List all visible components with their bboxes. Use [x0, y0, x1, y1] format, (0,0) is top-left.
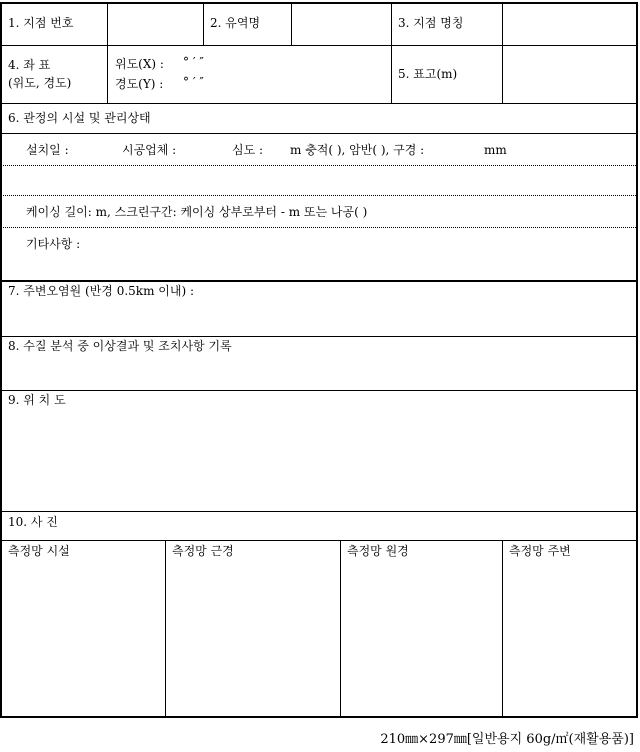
photos-title: 10. 사 진: [8, 515, 58, 529]
section9-bottom-border: [0, 511, 638, 512]
table-right-border: [636, 2, 638, 718]
photo-divider-2: [340, 540, 341, 717]
section8-bottom-border: [0, 390, 638, 391]
contractor-label: 시공업체 :: [122, 143, 177, 157]
facility-section-title: 6. 관정의 시설 및 관리상태: [8, 111, 151, 125]
longitude-units: ° ′ ″: [183, 75, 204, 89]
table-bottom-border: [0, 716, 638, 718]
location-map-title: 9. 위 치 도: [8, 393, 66, 407]
photo-divider-1: [165, 540, 166, 717]
section6-dotted-line-2: [0, 195, 638, 196]
depth-label: 심도 :: [232, 143, 264, 157]
water-quality-title: 8. 수질 분석 중 이상결과 및 조치사항 기록: [8, 339, 232, 353]
depth-detail: m 충적( ), 암반( ), 구경 :: [290, 143, 425, 157]
basin-label: 2. 유역명: [210, 16, 261, 30]
diameter-unit: mm: [484, 143, 507, 157]
photo-surroundings-label: 측정망 주변: [509, 544, 571, 558]
row1-divider-5: [502, 2, 503, 104]
row1-divider-4: [391, 2, 392, 104]
latitude-label: 위도(X) :: [115, 57, 164, 71]
longitude-label: 경도(Y) :: [115, 77, 164, 91]
casing-line: 케이싱 길이: m, 스크린구간: 케이싱 상부로부터 - m 또는 나공( ): [26, 205, 368, 219]
row2-bottom-border: [0, 103, 638, 104]
section6-bottom-border: [0, 280, 638, 282]
row2-divider-1: [107, 45, 108, 104]
site-number-label: 1. 지점 번호: [8, 16, 74, 30]
photo-facility-label: 측정망 시설: [8, 544, 70, 558]
section10-header-border: [0, 540, 638, 541]
pollution-sources-title: 7. 주변오염원 (반경 0.5km 이내) :: [8, 284, 194, 298]
photo-distant-label: 측정망 원경: [347, 544, 409, 558]
photo-closeup-label: 측정망 근경: [172, 544, 234, 558]
other-notes-label: 기타사항 :: [26, 237, 81, 251]
paper-spec-footer: 210㎜×297㎜[일반용지 60g/㎡(재활용품)]: [380, 732, 634, 747]
elevation-label: 5. 표고(m): [398, 67, 458, 81]
install-date-label: 설치일 :: [26, 143, 69, 157]
photo-divider-3: [502, 540, 503, 717]
row1-bottom-border: [0, 45, 638, 46]
site-name-label: 3. 지점 명칭: [398, 16, 464, 30]
row1-divider-2: [203, 2, 204, 46]
table-top-border: [0, 2, 638, 4]
table-left-border: [0, 2, 2, 718]
latitude-units: ° ′ ″: [183, 55, 204, 69]
section7-bottom-border: [0, 336, 638, 337]
coordinates-label: 4. 좌 표: [8, 58, 51, 72]
section6-dotted-line-1: [0, 165, 638, 166]
row1-divider-1: [107, 2, 108, 46]
row1-divider-3: [291, 2, 292, 46]
section6-dotted-line-3: [0, 227, 638, 228]
coordinates-sublabel: (위도, 경도): [8, 76, 72, 90]
section6-header-border: [0, 133, 638, 134]
